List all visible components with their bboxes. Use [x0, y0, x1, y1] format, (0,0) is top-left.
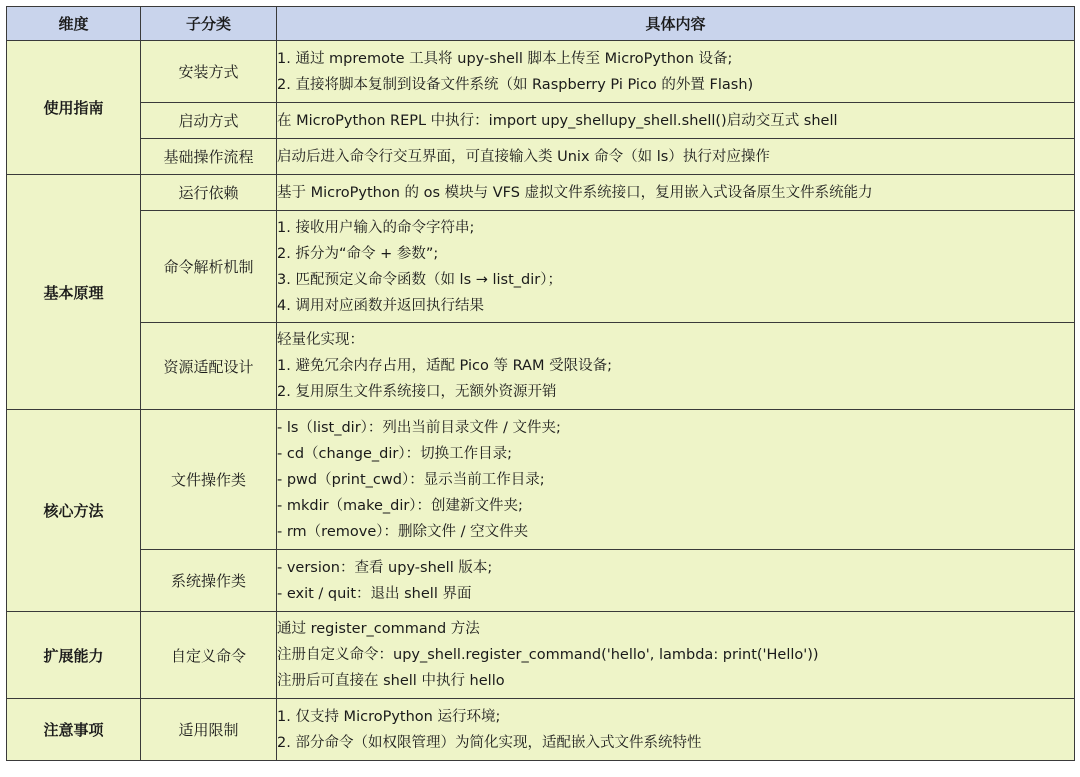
dimension-cell: 注意事项: [7, 699, 141, 761]
content-line: - ls（list_dir）：列出当前目录文件 / 文件夹;: [277, 419, 561, 436]
content-line: 1. 仅支持 MicroPython 运行环境;: [277, 708, 501, 725]
content-line: 注册后可直接在 shell 中执行 hello: [277, 673, 505, 689]
spec-table: [6, 6, 1075, 761]
subcategory-cell: 命令解析机制: [141, 211, 277, 323]
content-line: - cd（change_dir）：切换工作目录;: [277, 445, 512, 462]
content-line: 1. 通过 mpremote 工具将 upy-shell 脚本上传至 MicroPython 设备;: [277, 50, 733, 67]
content-line: - exit / quit：退出 shell 界面: [277, 585, 472, 602]
dimension-cell: 基本原理: [7, 175, 141, 410]
table-body: [7, 41, 1075, 761]
header-row: [7, 7, 1075, 41]
content-line: 2. 拆分为“命令 + 参数”;: [277, 245, 439, 262]
content-cell: [277, 175, 1075, 211]
content-line: - pwd（print_cwd）：显示当前工作目录;: [277, 471, 545, 488]
table-row: [7, 175, 1075, 211]
dimension-cell: 核心方法: [7, 410, 141, 612]
table-row: [7, 103, 1075, 139]
dimension-cell: 使用指南: [7, 41, 141, 175]
subcategory-cell: 启动方式: [141, 103, 277, 139]
content-line: 4. 调用对应函数并返回执行结果: [277, 297, 484, 314]
header-dimension: 维度: [7, 7, 141, 41]
table-row: [7, 612, 1075, 699]
content-line: - rm（remove）：删除文件 / 空文件夹: [277, 523, 529, 540]
table-header: [7, 7, 1075, 41]
subcategory-cell: 基础操作流程: [141, 139, 277, 175]
content-line: 基于 MicroPython 的 os 模块与 VFS 虚拟文件系统接口，复用嵌入式设备原生文件系统能力: [277, 184, 873, 201]
subcategory-cell: 运行依赖: [141, 175, 277, 211]
content-cell: [277, 103, 1075, 139]
content-line: 在 MicroPython REPL 中执行：import upy_shellupy_shell.shell()启动交互式 shell: [277, 112, 838, 129]
subcategory-cell: 系统操作类: [141, 550, 277, 612]
content-cell: [277, 699, 1075, 761]
content-line: 启动后进入命令行交互界面，可直接输入类 Unix 命令（如 ls）执行对应操作: [277, 148, 770, 165]
content-line: 注册自定义命令：upy_shell.register_command('hello', lambda: print('Hello')): [277, 647, 819, 663]
table-row: [7, 211, 1075, 323]
header-subcategory: 子分类: [141, 7, 277, 41]
subcategory-cell: 适用限制: [141, 699, 277, 761]
content-line: 轻量化实现：: [277, 332, 364, 348]
content-line: 2. 复用原生文件系统接口，无额外资源开销: [277, 384, 557, 400]
content-line: 1. 避免冗余内存占用，适配 Pico 等 RAM 受限设备;: [277, 358, 612, 374]
content-cell: [277, 211, 1075, 323]
table-row: [7, 41, 1075, 103]
table-row: [7, 139, 1075, 175]
dimension-cell: 扩展能力: [7, 612, 141, 699]
table-row: [7, 699, 1075, 761]
table-row: [7, 410, 1075, 550]
header-content: 具体内容: [277, 7, 1075, 41]
table-row: [7, 550, 1075, 612]
content-line: - mkdir（make_dir）：创建新文件夹;: [277, 497, 523, 514]
content-line: - version：查看 upy-shell 版本;: [277, 559, 493, 576]
content-line: 1. 接收用户输入的命令字符串;: [277, 219, 475, 236]
content-line: 3. 匹配预定义命令函数（如 ls → list_dir）；: [277, 271, 562, 288]
content-cell: [277, 323, 1075, 410]
subcategory-cell: 资源适配设计: [141, 323, 277, 410]
subcategory-cell: 自定义命令: [141, 612, 277, 699]
content-cell: [277, 550, 1075, 612]
subcategory-cell: 安装方式: [141, 41, 277, 103]
content-line: 通过 register_command 方法: [277, 621, 480, 637]
content-line: 2. 部分命令（如权限管理）为简化实现，适配嵌入式文件系统特性: [277, 734, 702, 751]
content-cell: [277, 410, 1075, 550]
content-cell: [277, 139, 1075, 175]
table-row: [7, 323, 1075, 410]
content-cell: [277, 41, 1075, 103]
content-line: 2. 直接将脚本复制到设备文件系统（如 Raspberry Pi Pico 的外置 Flash): [277, 76, 754, 93]
subcategory-cell: 文件操作类: [141, 410, 277, 550]
content-cell: [277, 612, 1075, 699]
